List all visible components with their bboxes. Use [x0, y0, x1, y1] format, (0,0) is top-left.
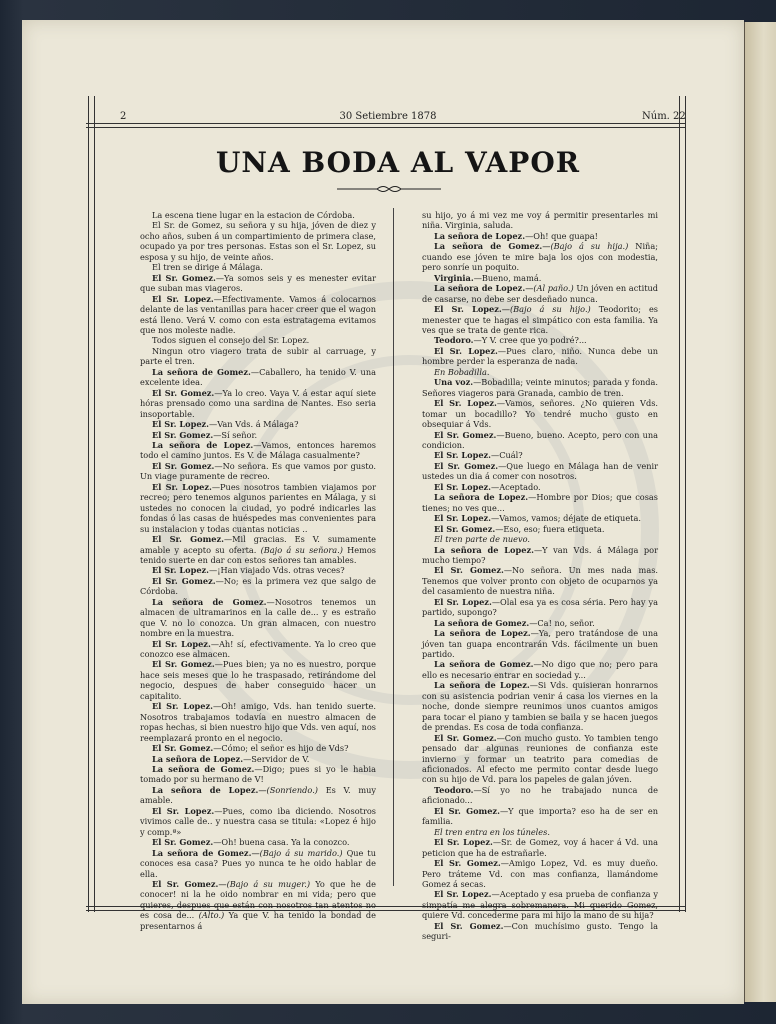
speaker-name: La señora de Gomez. [152, 847, 252, 858]
article-title: UNA BODA AL VAPOR [216, 146, 580, 179]
dialogue-text: —Ya, pero tratándose de una jóven tan guapa encontrarán Vds. fácilmente un buen partido. [422, 628, 658, 660]
paragraph [140, 220, 376, 262]
dialogue-text: —Aceptado y esa prueba de confianza y simpatía me alegra sobremanera. Mi querido Gomez, quiere Vd. concederme para mi hijo la mano de su hija? [422, 889, 658, 921]
speaker-name: El Sr. Gomez. [434, 920, 504, 931]
dialogue-text: —Aceptado. [491, 481, 541, 492]
paragraph [422, 597, 658, 618]
dialogue-text: —Bueno, bueno. Acepto, pero con una condicion. [422, 429, 659, 450]
speaker-name: El Sr. Lopez. [152, 638, 211, 649]
page-number: 2 [120, 111, 127, 122]
speaker-name: La señora de Gomez. [434, 617, 530, 628]
speaker-name: La señora de Lopez. [152, 753, 244, 764]
dialogue-text: El Sr. de Gomez, su señora y su hija, jóven de diez y ocho años, suben á un compartimiento de primera clase, ocupado ya por tres personas. Estas son el Sr. Lopez, su esposa y su hijo, de veinte años. [140, 220, 376, 262]
paragraph [140, 639, 376, 660]
dialogue-text: Hemos tenido suerte en dar con estos señores tan amables. [140, 544, 377, 565]
stage-aside: —(Sonriendo.) [258, 784, 318, 795]
paragraph [422, 524, 658, 534]
dialogue-text: —Hombre por Dios; que cosas tienes; no ves que... [422, 492, 658, 513]
speaker-name: El Sr. Gomez. [152, 429, 214, 440]
dialogue-text: —Olal esa ya es cosa séria. Pero hay ya partido, supongo? [422, 596, 658, 618]
speaker-name: El Sr. Lopez. [434, 837, 493, 848]
dialogue-text: —Sr. de Gomez, voy á hacer á Vd. una peticion que ha de estrañarle. [422, 837, 658, 858]
speaker-name: El Sr. Gomez. [434, 805, 500, 816]
speaker-name: El Sr. Gomez. [152, 879, 219, 889]
paragraph [422, 921, 658, 942]
speaker-name: El Sr. Lopez. [434, 345, 498, 356]
dialogue-text: Yo que he de conocer! ni la he oido nombrar en mi vida; pero que quieres, despues que están con nosotros tan atentos no es cosa de... [140, 879, 376, 921]
stage-aside: —(Bajo á su muger.) [218, 879, 311, 889]
dialogue-text: —No señora. Es que vamos por gusto. Un viage puramente de recreo. [140, 460, 377, 482]
dialogue-text: Niña; cuando ese jóven te mire baja los ojos con modestia, pero sonríe un poquito. [422, 241, 658, 273]
column-divider [393, 208, 394, 886]
paragraph [140, 294, 376, 336]
speaker-name: La señora de Lopez. [152, 784, 259, 795]
dialogue-text: —Vamos, entonces haremos todo el camino juntos. Es V. de Málaga casualmente? [140, 439, 376, 461]
issue-date: 30 Setiembre 1878 [339, 111, 437, 122]
speaker-name: El Sr. Gomez. [434, 429, 497, 440]
dialogue-text: —No; es la primera vez que salgo de Córdoba. [140, 575, 377, 597]
dialogue-text: —No digo que no; pero para ello es necesario entrar en sociedad y... [422, 659, 658, 680]
dialogue-text: Todos siguen el consejo del Sr. Lopez. [152, 335, 310, 346]
speaker-name: El Sr. Gomez. [152, 534, 224, 545]
paragraph [422, 304, 658, 335]
speaker-name: El Sr. Gomez. [152, 659, 215, 670]
speaker-name: Teodoro. [434, 784, 474, 795]
paragraph [140, 534, 376, 565]
dialogue-text: —Que luego en Málaga han de venir ustedes un dia á comer con nosotros. [422, 460, 659, 482]
dialogue-text: —Cuál? [491, 450, 523, 461]
speaker-name: La señora de Gomez. [434, 659, 534, 670]
paragraph [422, 785, 658, 806]
stage-direction: El tren entra en los túneles. [434, 826, 550, 837]
paragraph [422, 680, 658, 732]
dialogue-text: —Vamos, señores. ¿No quieren Vds. tomar un bocadillo? Yo tendré mucho gusto en obsequiar á Vds. [422, 398, 658, 430]
dialogue-text: —No señora. Un mes nada mas. Tenemos que volver pronto con objeto de ocuparnos ya del casamiento de nuestra niña. [422, 565, 659, 597]
paragraph [140, 806, 376, 837]
speaker-name: La señora de Gomez. [434, 241, 543, 252]
dialogue-text: —Cómo; el señor es hijo de Vds? [213, 743, 349, 754]
paragraph [422, 335, 658, 345]
article-column-left [140, 210, 376, 931]
paragraph [422, 241, 658, 272]
paragraph [140, 743, 376, 753]
speaker-name: El Sr. Lopez. [152, 805, 215, 816]
paragraph [422, 273, 658, 283]
paragraph [422, 482, 658, 492]
paragraph [422, 513, 658, 523]
header-rule [86, 123, 686, 124]
paragraph [140, 764, 376, 785]
dialogue-text: —Con muchísimo gusto. Tengo la seguri- [422, 920, 658, 942]
speaker-name: La señora de Lopez. [434, 628, 531, 639]
paragraph [140, 367, 376, 388]
paragraph [140, 754, 376, 764]
paragraph [422, 618, 658, 628]
speaker-name: La señora de Lopez. [152, 439, 254, 450]
stage-aside: —(Bajo á su hijo.) [501, 304, 591, 315]
paragraph [140, 210, 376, 220]
speaker-name: El Sr. Lopez. [152, 419, 210, 430]
speaker-name: La señora de Lopez. [434, 680, 530, 691]
speaker-name: El Sr. Lopez. [434, 481, 492, 492]
speaker-name: La señora de Gomez. [152, 366, 251, 377]
speaker-name: El Sr. Gomez. [152, 743, 214, 754]
dialogue-text: —Amigo Lopez, Vd. es muy dueño. Pero tráteme Vd. con mas confianza, llamándome Gomez á secas. [422, 858, 659, 889]
dialogue-text: —Y V. cree que yo podré?... [473, 335, 587, 346]
issue-number: Núm. 22 [642, 111, 686, 122]
paragraph [140, 419, 376, 429]
dialogue-text: —Ya lo creo. Vaya V. á estar aquí siete hóras prensado como una sardina de Nantes. Eso seria insoportable. [140, 387, 376, 419]
dialogue-text: —Si Vds. quisieran honrarnos con su asistencia podrian venir á casa los viernes en la noche, donde siempre reunimos unos cuantos amigos para tocar el piano y tambien se baila y se hacen juegos de prendas. Es cosa de toda confianza. [422, 680, 658, 733]
paragraph [140, 659, 376, 701]
speaker-name: El Sr. Gomez. [434, 732, 497, 743]
paragraph [422, 889, 658, 920]
dialogue-text: La escena tiene lugar en la estacion de Córdoba. [152, 210, 355, 220]
speaker-name: La señora de Lopez. [434, 283, 526, 294]
paragraph [140, 482, 376, 534]
speaker-name: El Sr. Lopez. [434, 450, 492, 461]
speaker-name: El Sr. Gomez. [434, 523, 496, 534]
speaker-name: El Sr. Lopez. [152, 701, 213, 712]
paragraph [422, 827, 658, 837]
dialogue-text: Ningun otro viagero trata de subir al carruage, y parte el tren. [140, 345, 376, 367]
speaker-name: El Sr. Gomez. [434, 565, 504, 576]
speaker-name: La señora de Lopez. [434, 544, 534, 555]
speaker-name: El Sr. Gomez. [434, 460, 499, 471]
dialogue-text: —Oh! amigo, Vds. han tenido suerte. Nosotros trabajamos todavía en nuestro almacen de ropas hechas, si bien nuestro hijo que Vds. ven aquí, nos reemplazará pronto en el negocio. [140, 701, 376, 743]
dialogue-text: —Pues claro, niño. Nunca debe un hombre perder la esperanza de nada. [422, 345, 658, 367]
stage-aside: —(Bajo á su marido.) [251, 847, 343, 858]
paragraph [140, 848, 376, 879]
paragraph [140, 430, 376, 440]
speaker-name: El Sr. Gomez. [152, 387, 215, 398]
dialogue-text: —Y van Vds. á Málaga por mucho tiempo? [422, 544, 658, 565]
paragraph [422, 231, 658, 241]
dialogue-text: —Van Vds. á Málaga? [209, 419, 299, 430]
paragraph [422, 367, 658, 377]
paragraph [422, 492, 658, 513]
dialogue-text: Un jóven en actitud de casarse, no debe ser desdeñado nunca. [422, 283, 658, 304]
stage-aside: —(Al paño.) [525, 283, 574, 294]
speaker-name: El Sr. Lopez. [434, 304, 502, 315]
paragraph [140, 565, 376, 575]
paragraph [140, 701, 376, 743]
speaker-name: El Sr. Lopez. [434, 513, 492, 524]
paragraph [422, 398, 658, 429]
paragraph [422, 733, 658, 785]
dialogue-text: —¡Han viajado Vds. otras veces? [209, 565, 345, 576]
dialogue-text: —Nosotros tenemos un almacen de ultramarinos en la calle de... y es estraño que V. no lo conozca. Un gran almacen, con nuestro nombre en la muestra. [140, 596, 376, 639]
paragraph [140, 461, 376, 482]
dialogue-text: —Eso, eso; fuera etiqueta. [495, 523, 605, 534]
speaker-name: El Sr. Lopez. [152, 565, 210, 576]
speaker-name: El Sr. Gomez. [152, 272, 216, 283]
speaker-name: Teodoro. [434, 335, 474, 346]
dialogue-text: —Bobadilla; veinte minutos; parada y fonda. Señores viageros para Granada, cambio de tren. [422, 377, 658, 398]
speaker-name: La señora de Lopez. [434, 492, 529, 503]
paragraph [140, 785, 376, 806]
paragraph [140, 837, 376, 847]
dialogue-text: —Sí señor. [213, 429, 258, 440]
paragraph [140, 576, 376, 597]
stage-aside: —(Bajo á su hija.) [542, 241, 629, 252]
dialogue-text: Que tu conoces esa casa? Pues yo nunca te he oido hablar de ella. [140, 847, 376, 879]
dialogue-text: —Pues bien; ya no es nuestro, porque hace seis meses que lo he traspasado, retirándome del negocio, despues de haber conseguido hacer un capitalito. [140, 659, 377, 701]
dialogue-text: Es V. muy amable. [140, 784, 376, 806]
dialogue-text: —Oh! que guapa! [525, 230, 598, 241]
speaker-name: El Sr. Lopez. [152, 481, 212, 492]
paragraph [422, 628, 658, 659]
dialogue-text: Teodorito; es menester que te hagas el simpático con esta familia. Ya ves que se trata de gente rica. [422, 304, 658, 335]
paragraph [422, 450, 658, 460]
paragraph [140, 262, 376, 272]
paragraph [422, 565, 658, 596]
speaker-name: Virginia. [434, 272, 474, 283]
stage-direction: El tren parte de nuevo. [434, 534, 530, 545]
dialogue-text: su hijo, yo á mi vez me voy á permitir presentarles mi niña. Virginia, saluda. [422, 210, 658, 231]
paragraph [140, 440, 376, 461]
dialogue-text: —Vamos, vamos; déjate de etiqueta. [491, 513, 641, 524]
paragraph [422, 430, 658, 451]
dialogue-text: El tren se dirige á Málaga. [152, 262, 263, 273]
paragraph [422, 545, 658, 566]
paragraph [422, 837, 658, 858]
dialogue-text: —Pues, como iba diciendo. Nosotros vivimos calle de.. y nuestra casa se titula: «Lopez é hijo y comp.ª» [140, 805, 376, 837]
paragraph [422, 534, 658, 544]
stage-aside: (Bajo á su señora.) [256, 544, 343, 555]
dialogue-text: —Sí yo no he trabajado nunca de aficionado... [422, 784, 658, 806]
paragraph [140, 335, 376, 345]
paragraph [422, 210, 658, 231]
speaker-name: La señora de Lopez. [434, 230, 526, 241]
paragraph [140, 273, 376, 294]
dialogue-text: —Mil gracias. Es V. sumamente amable y acepto su oferta. [140, 534, 376, 555]
speaker-name: El Sr. Gomez. [152, 837, 214, 848]
header-rule [86, 127, 686, 128]
paragraph [140, 597, 376, 639]
speaker-name: Una voz. [434, 377, 474, 388]
paragraph [422, 346, 658, 367]
speaker-name: El Sr. Lopez. [434, 398, 497, 409]
speaker-name: El Sr. Gomez. [152, 575, 216, 586]
paragraph [140, 879, 376, 931]
dialogue-text: —Ca! no, señor. [529, 617, 595, 628]
dialogue-text: —Oh! buena casa. Ya la conozco. [213, 837, 350, 848]
paragraph [422, 461, 658, 482]
dialogue-text: —Bueno, mamá. [473, 272, 542, 283]
stage-aside: (Alto.) [194, 910, 225, 921]
paragraph [422, 283, 658, 304]
paragraph [422, 377, 658, 398]
dialogue-text: —Ah! sí, efectivamente. Ya lo creo que conozco ese almacen. [140, 638, 376, 660]
paragraph [140, 388, 376, 419]
dialogue-text: —Digo; pues si yo le habia tomado por su hermano de V! [140, 764, 377, 785]
speaker-name: El Sr. Lopez. [434, 889, 492, 900]
paragraph [422, 858, 658, 889]
dialogue-text: —Ya somos seis y es menester evitar que suban mas viageros. [140, 272, 376, 294]
speaker-name: El Sr. Gomez. [152, 460, 215, 471]
dialogue-text: —Servidor de V. [243, 753, 310, 764]
dialogue-text: —Pues nosotros tambien viajamos por recreo; pero tenemos algunos parientes en Málaga, y si ustedes no conocen la ciudad, yo podré indicarles las fondas ó las casas de huéspedes mas convenientes para su instalacion y todas cuantas noticias .. [140, 481, 376, 534]
dialogue-text: —Y que importa? eso ha de ser en familia. [422, 805, 658, 827]
dialogue-text: —Efectivamente. Vamos á colocarnos delante de las ventanillas para hacer creer que el wagon está lleno. Verá V. como con esta estratagema evitamos que nos moleste nadie. [140, 293, 377, 335]
stage-direction: En Bobadilla. [434, 366, 490, 377]
paragraph [422, 806, 658, 827]
speaker-name: La señora de Gomez. [152, 764, 255, 775]
title-ornament [337, 184, 441, 194]
article-column-right [422, 210, 658, 942]
speaker-name: El Sr. Gomez. [434, 858, 501, 869]
speaker-name: La señora de Gomez. [152, 596, 267, 607]
paragraph [140, 346, 376, 367]
speaker-name: El Sr. Lopez. [434, 596, 492, 607]
dialogue-text: —Con mucho gusto. Yo tambien tengo pensado dar algunas reuniones de confianza este invierno y formar un teatrito para comedias de aficionados. Al efecto me permito contar desde luego con su hijo de Vd. para los papeles de galan jóven. [422, 732, 659, 785]
dialogue-text: Ya que V. ha tenido la bondad de presentarnos á [140, 910, 376, 931]
paragraph [422, 659, 658, 680]
speaker-name: El Sr. Lopez. [152, 293, 214, 304]
dialogue-text: —Caballero, ha tenido V. una excelente idea. [140, 366, 376, 388]
